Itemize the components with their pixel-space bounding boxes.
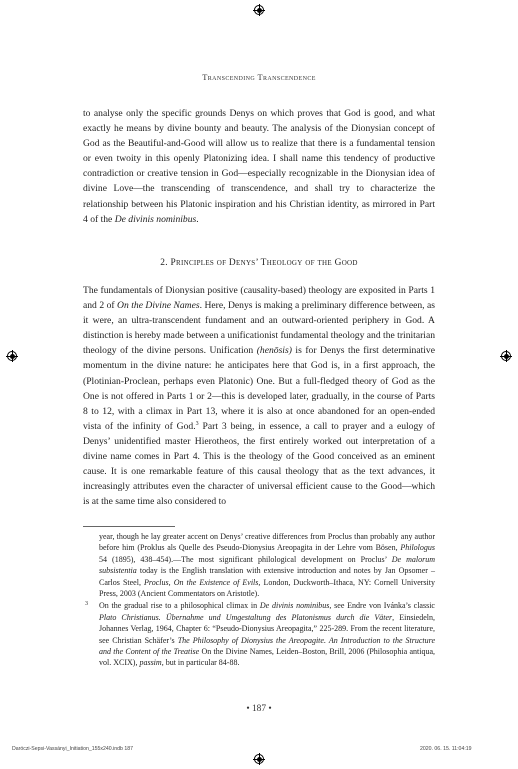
footnote-text: , London, Duckworth–Ithaca, NY: Cornell University Press, 2003 (Ancient Commentators on Aristotle). — [99, 577, 435, 599]
greek-term: (henōsis) — [256, 345, 292, 357]
footnotes — [83, 531, 435, 669]
footnote-3 — [83, 600, 435, 668]
paragraph-text: The fundamentals of Dionysian positive (causality-based) theology are exposited in Parts 1 and 2 of — [83, 285, 435, 312]
paragraph-text: Part 3 being, in essence, a call to prayer and a eulogy of Denys’ unidentified master Hierotheos, the first entirely worked out interpretation of a divine name comes in Part 4. This is the theology of the Good conceived as an eminent cause. It is one remarkable feature of this causal theology that as the text advances, it increasingly attributes even the character of universal efficient cause to the Good—which is at the same time also considered to — [83, 420, 435, 508]
registration-mark-right — [500, 350, 512, 362]
work-title: Proclus, On the Existence of Evils — [144, 577, 259, 587]
work-title: De malorum subsistentia — [99, 554, 435, 576]
paragraph-end: . — [196, 213, 199, 225]
registration-mark-left — [6, 350, 18, 362]
footnote-text: , but in particular 84-88. — [161, 658, 240, 668]
footnote-continuation — [83, 531, 435, 599]
body-paragraph-1 — [83, 106, 435, 227]
latin-term: passim — [139, 658, 162, 668]
work-title: The Philosophy of Dionysius the Areopagite. An Introduction to the Structure and the Content of the Treatise — [99, 635, 436, 657]
print-slug-left: Daróczi-Sepsi-Vassányi_Initiation_155x240.indb 187 — [12, 746, 134, 752]
footnote-text: On the gradual rise to a philosophical climax in — [99, 601, 260, 611]
body-paragraph-2 — [83, 283, 435, 509]
footnote-text: , see Endre von Ivánka’s classic — [329, 601, 435, 611]
paragraph-text: . Here, Denys is making a preliminary difference between, as it were, an ultra-transcendent fundament and an outward-oriented periphery in God. A distinction is hereby made between a unificationist fundamental theology and the trinitarian theology of the divine persons. Unification — [83, 300, 435, 357]
footnote-text: , Einsiedeln, Johannes Verlag, 1964, Chapter 6: “Pseudo-Dionysius Areopagita,” 225-289. From the recent literature, see Christian Schäfer’s — [99, 612, 436, 645]
paragraph-text: is for Denys the first determinative momentum in the divine nature: he anticipates here that God is, in a first approach, the (Plotinian-Proclean, perhaps even Platonic) One. But a full-fledged theory of God as the One is not offered in Parts 1 or 2—this is developed later, gradually, in the course of Parts 8 to 12, with a climax in Part 13, where it is also at once abandoned for an open-ended vista of the infinity of God. — [83, 345, 435, 432]
page-number: • 187 • — [246, 704, 272, 714]
footnote-text: year, though he lay greater accent on Denys’ creative differences from Proclus than probably any author before him (Proklus als Quelle des Pseudo-Dionysius Areopagita in der Lehre vom Bösen, — [99, 532, 435, 553]
registration-mark-bottom — [253, 753, 265, 765]
work-title: On the Divine Names — [117, 300, 200, 312]
running-head: Transcending Transcendence — [202, 73, 316, 82]
footnote-reference[interactable]: 3 — [195, 420, 199, 427]
journal-title: Philologus — [400, 543, 435, 553]
print-slug-right: 2020. 06. 15. 11:04:19 — [420, 746, 472, 752]
paragraph-text: to analyse only the specific grounds Denys on which proves that God is good, and what exactly he means by divine bounty and beauty. The analysis of the Dionysian concept of God as the Beautiful-and-Good will allow us to realize that there is a fundamental tension or even twoity in this openly Platonizing idea. I shall name this tendency of productive contradiction or creative tension in God—especially recognizable in the Dionysian idea of divine Love—the transcending of transcendence, and shall try to characterize the relationship between his Platonic inspiration and his Christian identity, as mirrored in Part 4 of the — [83, 108, 435, 225]
section-heading: 2. Principles of Denys’ Theology of the Good — [160, 258, 358, 268]
footnote-text: today is the English translation with extensive introduction and notes by Jan Opsomer – Carlos Steel, — [99, 566, 435, 587]
footnote-number: 3 — [85, 601, 88, 608]
registration-mark-top — [253, 4, 265, 16]
work-title: De divinis nominibus — [259, 601, 330, 611]
work-title: Plato Christianus. Übernahme und Umgestaltung des Platonismus durch die Väter — [99, 612, 393, 622]
footnote-rule — [83, 526, 175, 527]
footnote-text: On the Divine Names, Leiden–Boston, Brill, 2006 (Philosophia antiqua, vol. XCIX), — [99, 647, 435, 668]
work-title: De divinis nominibus — [114, 213, 197, 225]
footnote-text: 54 (1895), 438–454).—The most significant philological development on Proclus’ — [99, 554, 392, 564]
